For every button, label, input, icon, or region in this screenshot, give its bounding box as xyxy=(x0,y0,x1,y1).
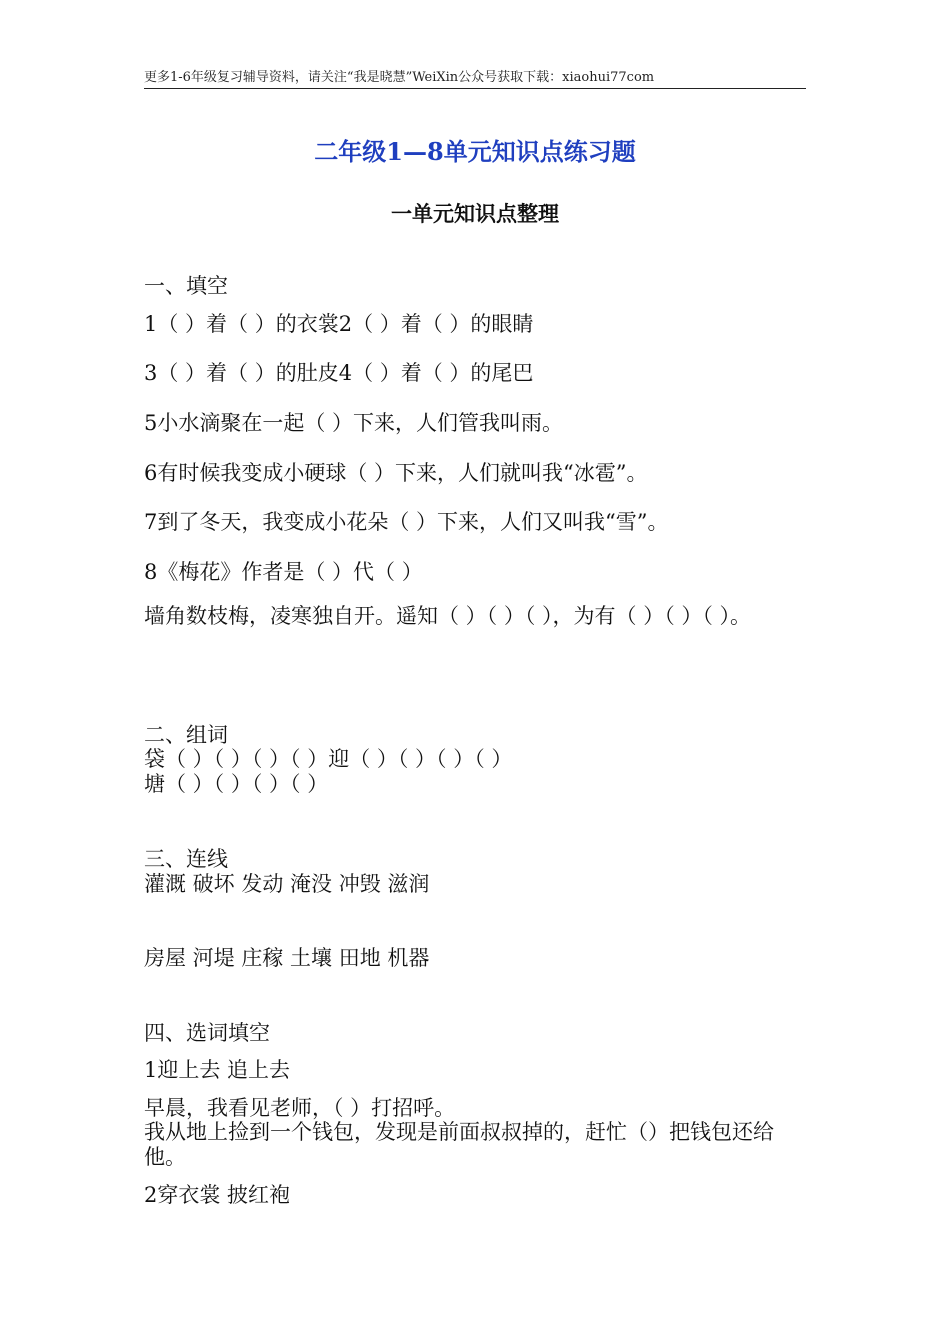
section-heading-fill-blank: 一、填空 xyxy=(144,274,228,298)
word-choice-line: 2穿衣裳 披红袍 xyxy=(144,1183,291,1207)
poem-line: 墙角数枝梅，凌寒独自开。遥知（ ）（ ）（ ），为有（ ）（ ）（ ）。 xyxy=(144,604,752,628)
matching-words-row: 房屋 河堤 庄稼 土壤 田地 机器 xyxy=(144,946,430,970)
page-header: 更多1-6年级复习辅导资料，请关注“我是晓慧”WeiXin公众号获取下载：xiaohui77com xyxy=(144,66,806,89)
sentence-line: 早晨，我看见老师，（ ）打招呼。 xyxy=(144,1096,456,1120)
sentence-line: 我从地上捡到一个钱包，发现是前面叔叔掉的，赶忙（）把钱包还给他。 xyxy=(144,1120,774,1169)
section-heading-choose-words: 四、选词填空 xyxy=(144,1021,270,1045)
question-line: 3（ ）着（ ）的肚皮4（ ）着（ ）的尾巴 xyxy=(144,361,534,385)
question-line: 6有时候我变成小硬球（ ）下来，人们就叫我“冰雹”。 xyxy=(144,461,648,485)
word-choice-line: 1迎上去 追上去 xyxy=(144,1058,291,1082)
section-heading-matching: 三、连线 xyxy=(144,847,228,871)
word-group-line: 袋（ ）（ ）（ ）（ ）迎（ ）（ ）（ ）（ ） xyxy=(144,747,513,771)
section-heading-word-groups: 二、组词 xyxy=(144,723,228,747)
question-line: 7到了冬天，我变成小花朵（ ）下来，人们又叫我“雪”。 xyxy=(144,510,669,534)
document-title: 二年级1—8单元知识点练习题 xyxy=(314,137,636,166)
unit-subtitle: 一单元知识点整理 xyxy=(391,201,559,226)
word-group-line: 塘（ ）（ ）（ ）（ ） xyxy=(144,772,329,796)
question-line: 8《梅花》作者是（ ）代（ ） xyxy=(144,560,423,584)
question-line: 1（ ）着（ ）的衣裳2（ ）着（ ）的眼睛 xyxy=(144,312,534,336)
matching-words-row: 灌溉 破坏 发动 淹没 冲毁 滋润 xyxy=(144,872,430,896)
question-line: 5小水滴聚在一起（ ）下来，人们管我叫雨。 xyxy=(144,411,564,435)
